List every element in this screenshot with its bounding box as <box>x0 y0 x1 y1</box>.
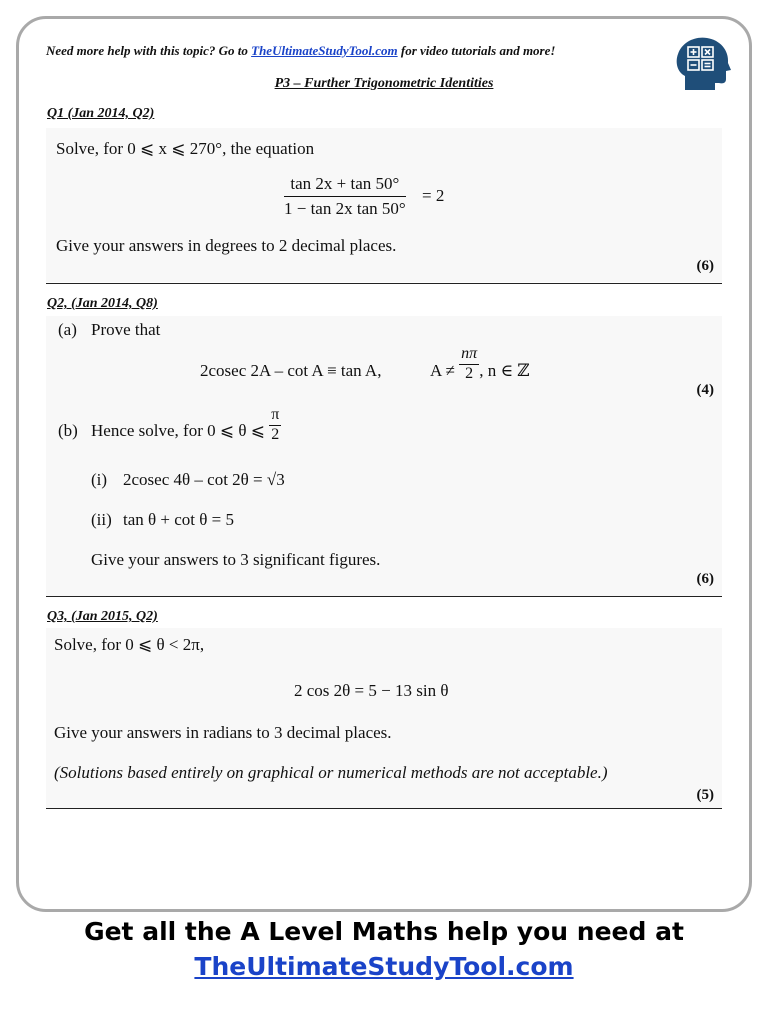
q2-sub-i-label: (i) <box>91 470 108 489</box>
q2-part-b-intro: Hence solve, for 0 ⩽ θ ⩽ <box>91 421 266 441</box>
q2-divider <box>46 596 722 597</box>
q2-sub-ii: tan θ + cot θ = 5 <box>123 510 234 529</box>
footer-promo-text: Get all the A Level Maths help you need at <box>84 917 684 946</box>
study-tool-link[interactable]: TheUltimateStudyTool.com <box>251 43 398 58</box>
q3-equation: 2 cos 2θ = 5 − 13 sin θ <box>294 681 449 700</box>
q2-part-a-label: (a) <box>58 320 77 339</box>
footer-link[interactable]: TheUltimateStudyTool.com <box>194 952 574 981</box>
help-text-before: Need more help with this topic? Go to <box>46 43 252 58</box>
q2-mark-a: (4) <box>696 382 714 398</box>
q2-sub-ii-label: (ii) <box>91 510 112 529</box>
q2-part-b-text <box>91 406 281 444</box>
q2-condition-rhs: , n ∈ ℤ <box>479 361 530 380</box>
q3-instruction: Give your answers in radians to 3 decimal places. <box>54 723 392 742</box>
q3-note: (Solutions based entirely on graphical or numerical methods are not acceptable.) <box>54 763 608 782</box>
q1-instruction: Give your answers in degrees to 2 decimal places. <box>56 236 397 255</box>
q2-part-b-fraction <box>269 407 281 444</box>
q2-condition-lhs: A ≠ <box>430 361 455 380</box>
q2-condition-fraction <box>459 346 479 383</box>
q2-part-b-numerator: π <box>269 407 281 426</box>
q2-part-a-text: Prove that <box>91 320 161 339</box>
help-banner <box>46 43 676 59</box>
q1-mark: (6) <box>696 258 714 274</box>
q2-instruction: Give your answers to 3 significant figures. <box>91 550 381 569</box>
q3-intro: Solve, for 0 ⩽ θ < 2π, <box>54 635 205 654</box>
q2-part-b-label: (b) <box>58 421 78 440</box>
q1-fraction-numerator: tan 2x + tan 50° <box>284 174 406 197</box>
q2-condition-numerator: nπ <box>459 346 479 365</box>
q1-fraction-denominator: 1 − tan 2x tan 50° <box>284 199 406 218</box>
q3-divider <box>46 808 722 809</box>
q2-mark-b: (6) <box>696 571 714 587</box>
q1-divider <box>46 283 722 284</box>
q2-part-b-denominator: 2 <box>271 425 280 443</box>
q3-mark: (5) <box>696 787 714 803</box>
q2-condition-denominator: 2 <box>465 364 474 382</box>
q2-heading: Q2, (Jan 2014, Q8) <box>47 296 158 311</box>
q1-fraction <box>284 174 406 219</box>
document-title: P3 – Further Trigonometric Identities <box>274 76 494 91</box>
q2-identity: 2cosec 2A – cot A ≡ tan A, <box>200 361 382 380</box>
help-text-after: for video tutorials and more! <box>397 43 556 58</box>
q1-heading: Q1 (Jan 2014, Q2) <box>47 106 155 121</box>
q1-intro: Solve, for 0 ⩽ x ⩽ 270°, the equation <box>56 139 315 158</box>
q2-sub-i: 2cosec 4θ – cot 2θ = √3 <box>123 470 285 489</box>
q1-equation-rhs: = 2 <box>422 186 445 205</box>
q3-heading: Q3, (Jan 2015, Q2) <box>47 609 158 624</box>
